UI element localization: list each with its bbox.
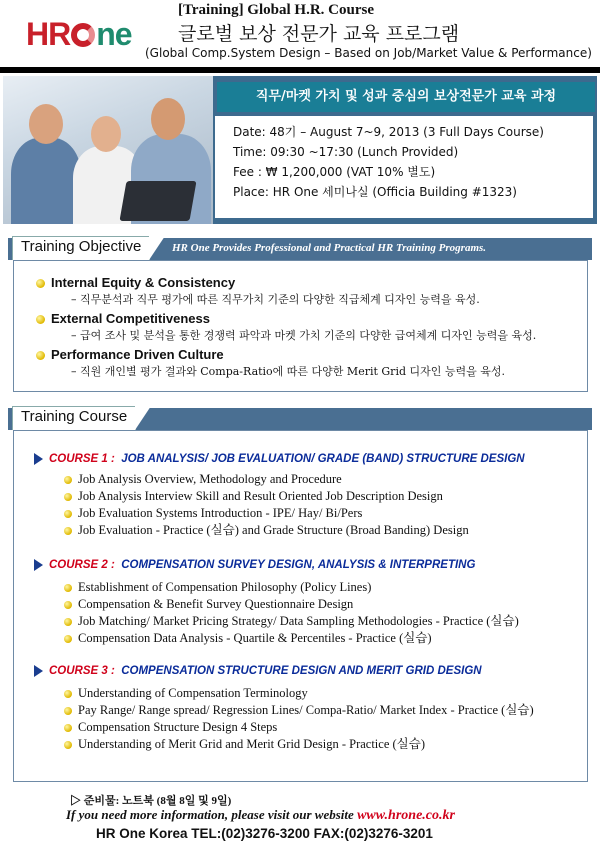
person-shape xyxy=(91,116,121,152)
list-item: Job Evaluation - Practice (실습) and Grade Structure (Broad Banding) Design xyxy=(64,522,469,539)
header xyxy=(0,0,600,66)
course-tag: [Training] Global H.R. Course xyxy=(178,2,374,18)
objective-item xyxy=(36,347,587,379)
bullet-icon xyxy=(36,279,45,288)
objective-desc: – 직무분석과 직무 평가에 따른 직무가치 기준의 다양한 직급체계 디자인 능력을 육성. xyxy=(71,293,480,306)
bullet-icon xyxy=(64,527,72,535)
info-date: Date: 48기 – August 7~9, 2013 (3 Full Days Course) xyxy=(233,125,544,139)
bullet-icon xyxy=(64,635,72,643)
course-1-items xyxy=(64,471,469,539)
course-2-heading xyxy=(34,559,475,571)
course-3-items xyxy=(64,685,534,753)
objective-title: Performance Driven Culture xyxy=(51,347,224,362)
triangle-arrow-icon xyxy=(34,559,43,571)
header-divider xyxy=(0,67,600,73)
hrone-logo xyxy=(26,16,132,53)
course-number: COURSE 1 : xyxy=(49,453,115,466)
triangle-arrow-icon xyxy=(34,453,43,465)
business-people-photo xyxy=(3,76,213,224)
website-link[interactable]: www.hrone.co.kr xyxy=(357,808,455,823)
logo-hr: HR xyxy=(26,16,71,52)
objective-title: External Competitiveness xyxy=(51,311,210,326)
laptop-shape xyxy=(119,181,196,221)
list-item: Job Analysis Interview Skill and Result Oriented Job Description Design xyxy=(64,488,469,505)
objective-box xyxy=(13,260,588,392)
info-time: Time: 09:30 ~17:30 (Lunch Provided) xyxy=(233,145,459,159)
person-shape xyxy=(11,138,81,224)
objective-title: Internal Equity & Consistency xyxy=(51,275,236,290)
course-name: COMPENSATION STRUCTURE DESIGN AND MERIT GRID DESIGN xyxy=(121,665,482,678)
objective-desc: – 급여 조사 및 분석을 통한 경쟁력 파악과 마켓 가치 기준의 다양한 급여체계 디자인 능력을 육성. xyxy=(71,329,537,342)
bullet-icon xyxy=(64,707,72,715)
program-subtitle: (Global Comp.System Design – Based on Job/Market Value & Performance) xyxy=(145,46,592,60)
bullet-icon xyxy=(64,690,72,698)
list-item: Compensation Data Analysis - Quartile & Percentiles - Practice (실습) xyxy=(64,630,519,647)
bullet-icon xyxy=(64,493,72,501)
person-shape xyxy=(29,104,63,144)
more-info xyxy=(66,807,455,824)
course-info xyxy=(215,116,593,218)
bullet-icon xyxy=(64,724,72,732)
info-fee: Fee : ₩ 1,200,000 (VAT 10% 별도) xyxy=(233,165,436,179)
triangle-arrow-icon xyxy=(34,665,43,677)
course-3-heading xyxy=(34,665,482,677)
objective-slogan: HR One Provides Professional and Practical HR Training Programs. xyxy=(172,242,487,254)
list-item: Compensation Structure Design 4 Steps xyxy=(64,719,534,736)
list-item: Understanding of Compensation Terminology xyxy=(64,685,534,702)
bullet-icon xyxy=(64,510,72,518)
objective-desc: – 직원 개인별 평가 결과와 Compa-Ratio에 따른 다양한 Merit Grid 디자인 능력을 육성. xyxy=(71,365,505,378)
more-info-text: If you need more information, please visit our website xyxy=(66,807,354,822)
info-place: Place: HR One 세미나실 (Officia Building #1323) xyxy=(233,185,517,199)
bullet-icon xyxy=(64,476,72,484)
list-item: Job Analysis Overview, Methodology and Procedure xyxy=(64,471,469,488)
course-name: COMPENSATION SURVEY DESIGN, ANALYSIS & INTERPRETING xyxy=(121,559,476,572)
banner xyxy=(3,76,597,224)
list-item: Job Matching/ Market Pricing Strategy/ Data Sampling Methodologies - Practice (실습) xyxy=(64,613,519,630)
course-1-heading xyxy=(34,453,525,465)
list-item: Job Evaluation Systems Introduction - IPE/ Hay/ Bi/Pers xyxy=(64,505,469,522)
course-number: COURSE 2 : xyxy=(49,559,115,572)
logo-ring-icon xyxy=(71,23,95,47)
list-item: Establishment of Compensation Philosophy (Policy Lines) xyxy=(64,579,519,596)
list-item: Understanding of Merit Grid and Merit Grid Design - Practice (실습) xyxy=(64,736,534,753)
course-name: JOB ANALYSIS/ JOB EVALUATION/ GRADE (BAND) STRUCTURE DESIGN xyxy=(121,453,525,466)
bullet-icon xyxy=(64,741,72,749)
objective-tab: Training Objective xyxy=(12,236,150,260)
person-shape xyxy=(151,98,185,140)
preparation-note: ▷ 준비물: 노트북 (8월 8일 및 9일) xyxy=(70,795,232,807)
bullet-icon xyxy=(64,618,72,626)
bullet-icon xyxy=(64,584,72,592)
objective-item xyxy=(36,275,587,307)
program-title: 글로벌 보상 전문가 교육 프로그램 xyxy=(178,23,460,45)
course-tab: Training Course xyxy=(12,406,136,430)
course-box xyxy=(13,430,588,782)
objective-item xyxy=(36,311,587,343)
list-item: Pay Range/ Range spread/ Regression Lines/ Compa-Ratio/ Market Index - Practice (실습) xyxy=(64,702,534,719)
list-item: Compensation & Benefit Survey Questionnaire Design xyxy=(64,596,519,613)
banner-title: 직무/마켓 가치 및 성과 중심의 보상전문가 교육 과정 xyxy=(217,82,595,112)
bullet-icon xyxy=(64,601,72,609)
logo-one: ne xyxy=(96,16,132,52)
bullet-icon xyxy=(36,351,45,360)
contact-line: HR One Korea TEL:(02)3276-3200 FAX:(02)3276-3201 xyxy=(96,826,433,841)
bullet-icon xyxy=(36,315,45,324)
course-number: COURSE 3 : xyxy=(49,665,115,678)
course-2-items xyxy=(64,579,519,647)
